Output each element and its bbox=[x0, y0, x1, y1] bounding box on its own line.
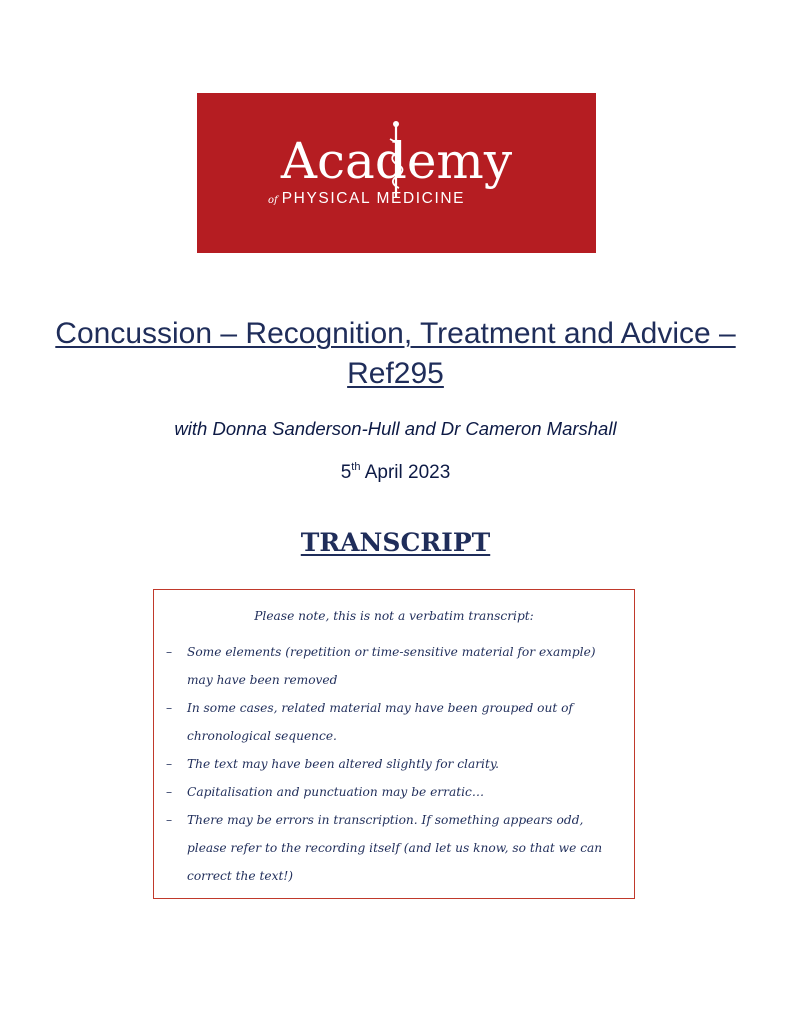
bullet-dash: – bbox=[166, 757, 173, 771]
bullet-dash: – bbox=[166, 701, 173, 715]
presenters: with Donna Sanderson-Hull and Dr Cameron Marshall bbox=[174, 418, 617, 439]
list-item-text: The text may have been altered slightly for clarity. bbox=[187, 757, 499, 771]
list-item bbox=[154, 638, 634, 694]
list-item-text: Capitalisation and punctuation may be erratic… bbox=[187, 785, 485, 799]
logo-of: of bbox=[268, 195, 278, 206]
bullet-dash: – bbox=[166, 813, 173, 827]
bullet-dash: – bbox=[166, 645, 173, 659]
date-suffix: th bbox=[351, 461, 361, 473]
list-item bbox=[154, 750, 634, 778]
list-item-text: There may be errors in transcription. If something appears odd, please refer to the recording itself (and let us know, so that we can correct the text!) bbox=[187, 813, 603, 883]
logo-subtitle bbox=[268, 191, 538, 207]
transcript-heading: TRANSCRIPT bbox=[300, 528, 491, 557]
list-item-text: In some cases, related material may have been grouped out of chronological sequence. bbox=[187, 701, 573, 743]
session-date bbox=[40, 462, 751, 484]
date-rest: April 2023 bbox=[360, 462, 451, 483]
page-title: Concussion – Recognition, Treatment and Advice – Ref295 bbox=[55, 317, 736, 390]
list-item bbox=[154, 778, 634, 806]
date-day: 5 bbox=[340, 462, 352, 483]
notice-heading: Please note, this is not a verbatim transcript: bbox=[254, 609, 534, 623]
notice-box bbox=[153, 589, 635, 899]
list-item bbox=[154, 806, 634, 890]
logo-wordmark: Academy bbox=[280, 132, 513, 190]
notice-list bbox=[154, 638, 634, 890]
logo-physical-medicine: PHYSICAL MEDICINE bbox=[281, 190, 466, 207]
list-item-text: Some elements (repetition or time-sensitive material for example) may have been removed bbox=[187, 645, 596, 687]
list-item bbox=[154, 694, 634, 750]
bullet-dash: – bbox=[166, 785, 173, 799]
